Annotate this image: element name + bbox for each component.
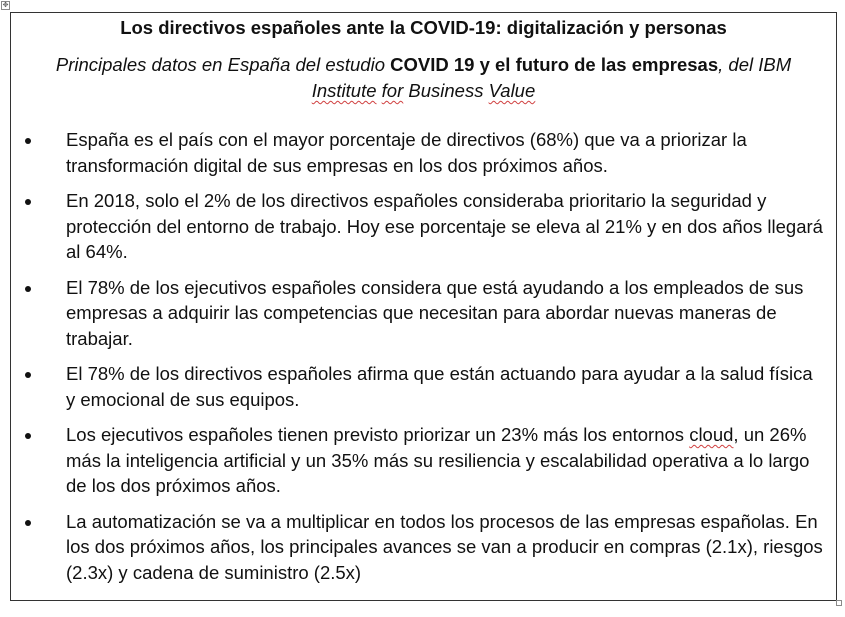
subtitle-part-1: Principales datos en España del estudio (55, 54, 391, 75)
bullet-dot-icon (25, 433, 31, 439)
subtitle-business: Business (403, 80, 489, 101)
table-move-handle-icon[interactable]: ✥ (2, 1, 9, 9)
bullet-dot-icon (25, 372, 31, 378)
subtitle-word-for[interactable]: for (381, 80, 404, 101)
document-subtitle (31, 52, 816, 104)
bullet-text: El 78% de los directivos españoles afirma que están actuando para ayudar a la salud física y emocional de sus equipos. (66, 363, 813, 410)
bullet-text: España es el país con el mayor porcentaje de directivos (68%) que va a priorizar la transformación digital de sus empresas en los dos próximos años. (66, 129, 747, 176)
bullet-item-1 (11, 127, 836, 178)
bullet-item-2 (11, 188, 836, 265)
bullet-word-cloud[interactable]: cloud (689, 424, 734, 445)
bullet-text-before: Los ejecutivos españoles tienen previsto priorizar un 23% más los entornos (66, 424, 690, 445)
bullet-item-4 (11, 361, 836, 412)
bullet-item-6 (11, 509, 836, 586)
document-title: Los directivos españoles ante la COVID-19: digitalización y personas (120, 17, 727, 38)
bullet-text: La automatización se va a multiplicar en todos los procesos de las empresas españolas. En los dos próximos años, los principales avances se van a producir en compras (2.1x), riesgos (2.3x) y cadena de suministro (2.5x) (66, 510, 823, 583)
bullet-item-5 (11, 422, 836, 499)
table-resize-handle-icon[interactable] (836, 600, 842, 606)
bullet-list (11, 127, 836, 595)
bullet-dot-icon (25, 199, 31, 205)
bullet-item-3 (11, 275, 836, 352)
bullet-text-after: , un 26% más la inteligencia artificial y un 35% más su resiliencia y escalabilidad operativa a lo largo de los dos próximos años. (66, 424, 810, 496)
bullet-text: El 78% de los ejecutivos españoles considera que está ayudando a los empleados de sus empresas a adquirir las competencias que necesitan para abordar nuevas maneras de trabajar. (66, 276, 804, 349)
subtitle-word-institute[interactable]: Institute (311, 80, 377, 101)
subtitle-part-2: , del IBM (718, 54, 792, 75)
document-table-cell[interactable] (10, 12, 837, 601)
bullet-dot-icon (25, 286, 31, 292)
subtitle-word-value[interactable]: Value (488, 80, 536, 101)
bullet-text: En 2018, solo el 2% de los directivos españoles consideraba prioritario la seguridad y protección del entorno de trabajo. Hoy ese porcentaje se eleva al 21% y en dos años llegará al 64%. (66, 190, 823, 262)
bullet-dot-icon (25, 138, 31, 144)
subtitle-study-name: COVID 19 y el futuro de las empresas (390, 54, 719, 75)
bullet-dot-icon (25, 520, 31, 526)
